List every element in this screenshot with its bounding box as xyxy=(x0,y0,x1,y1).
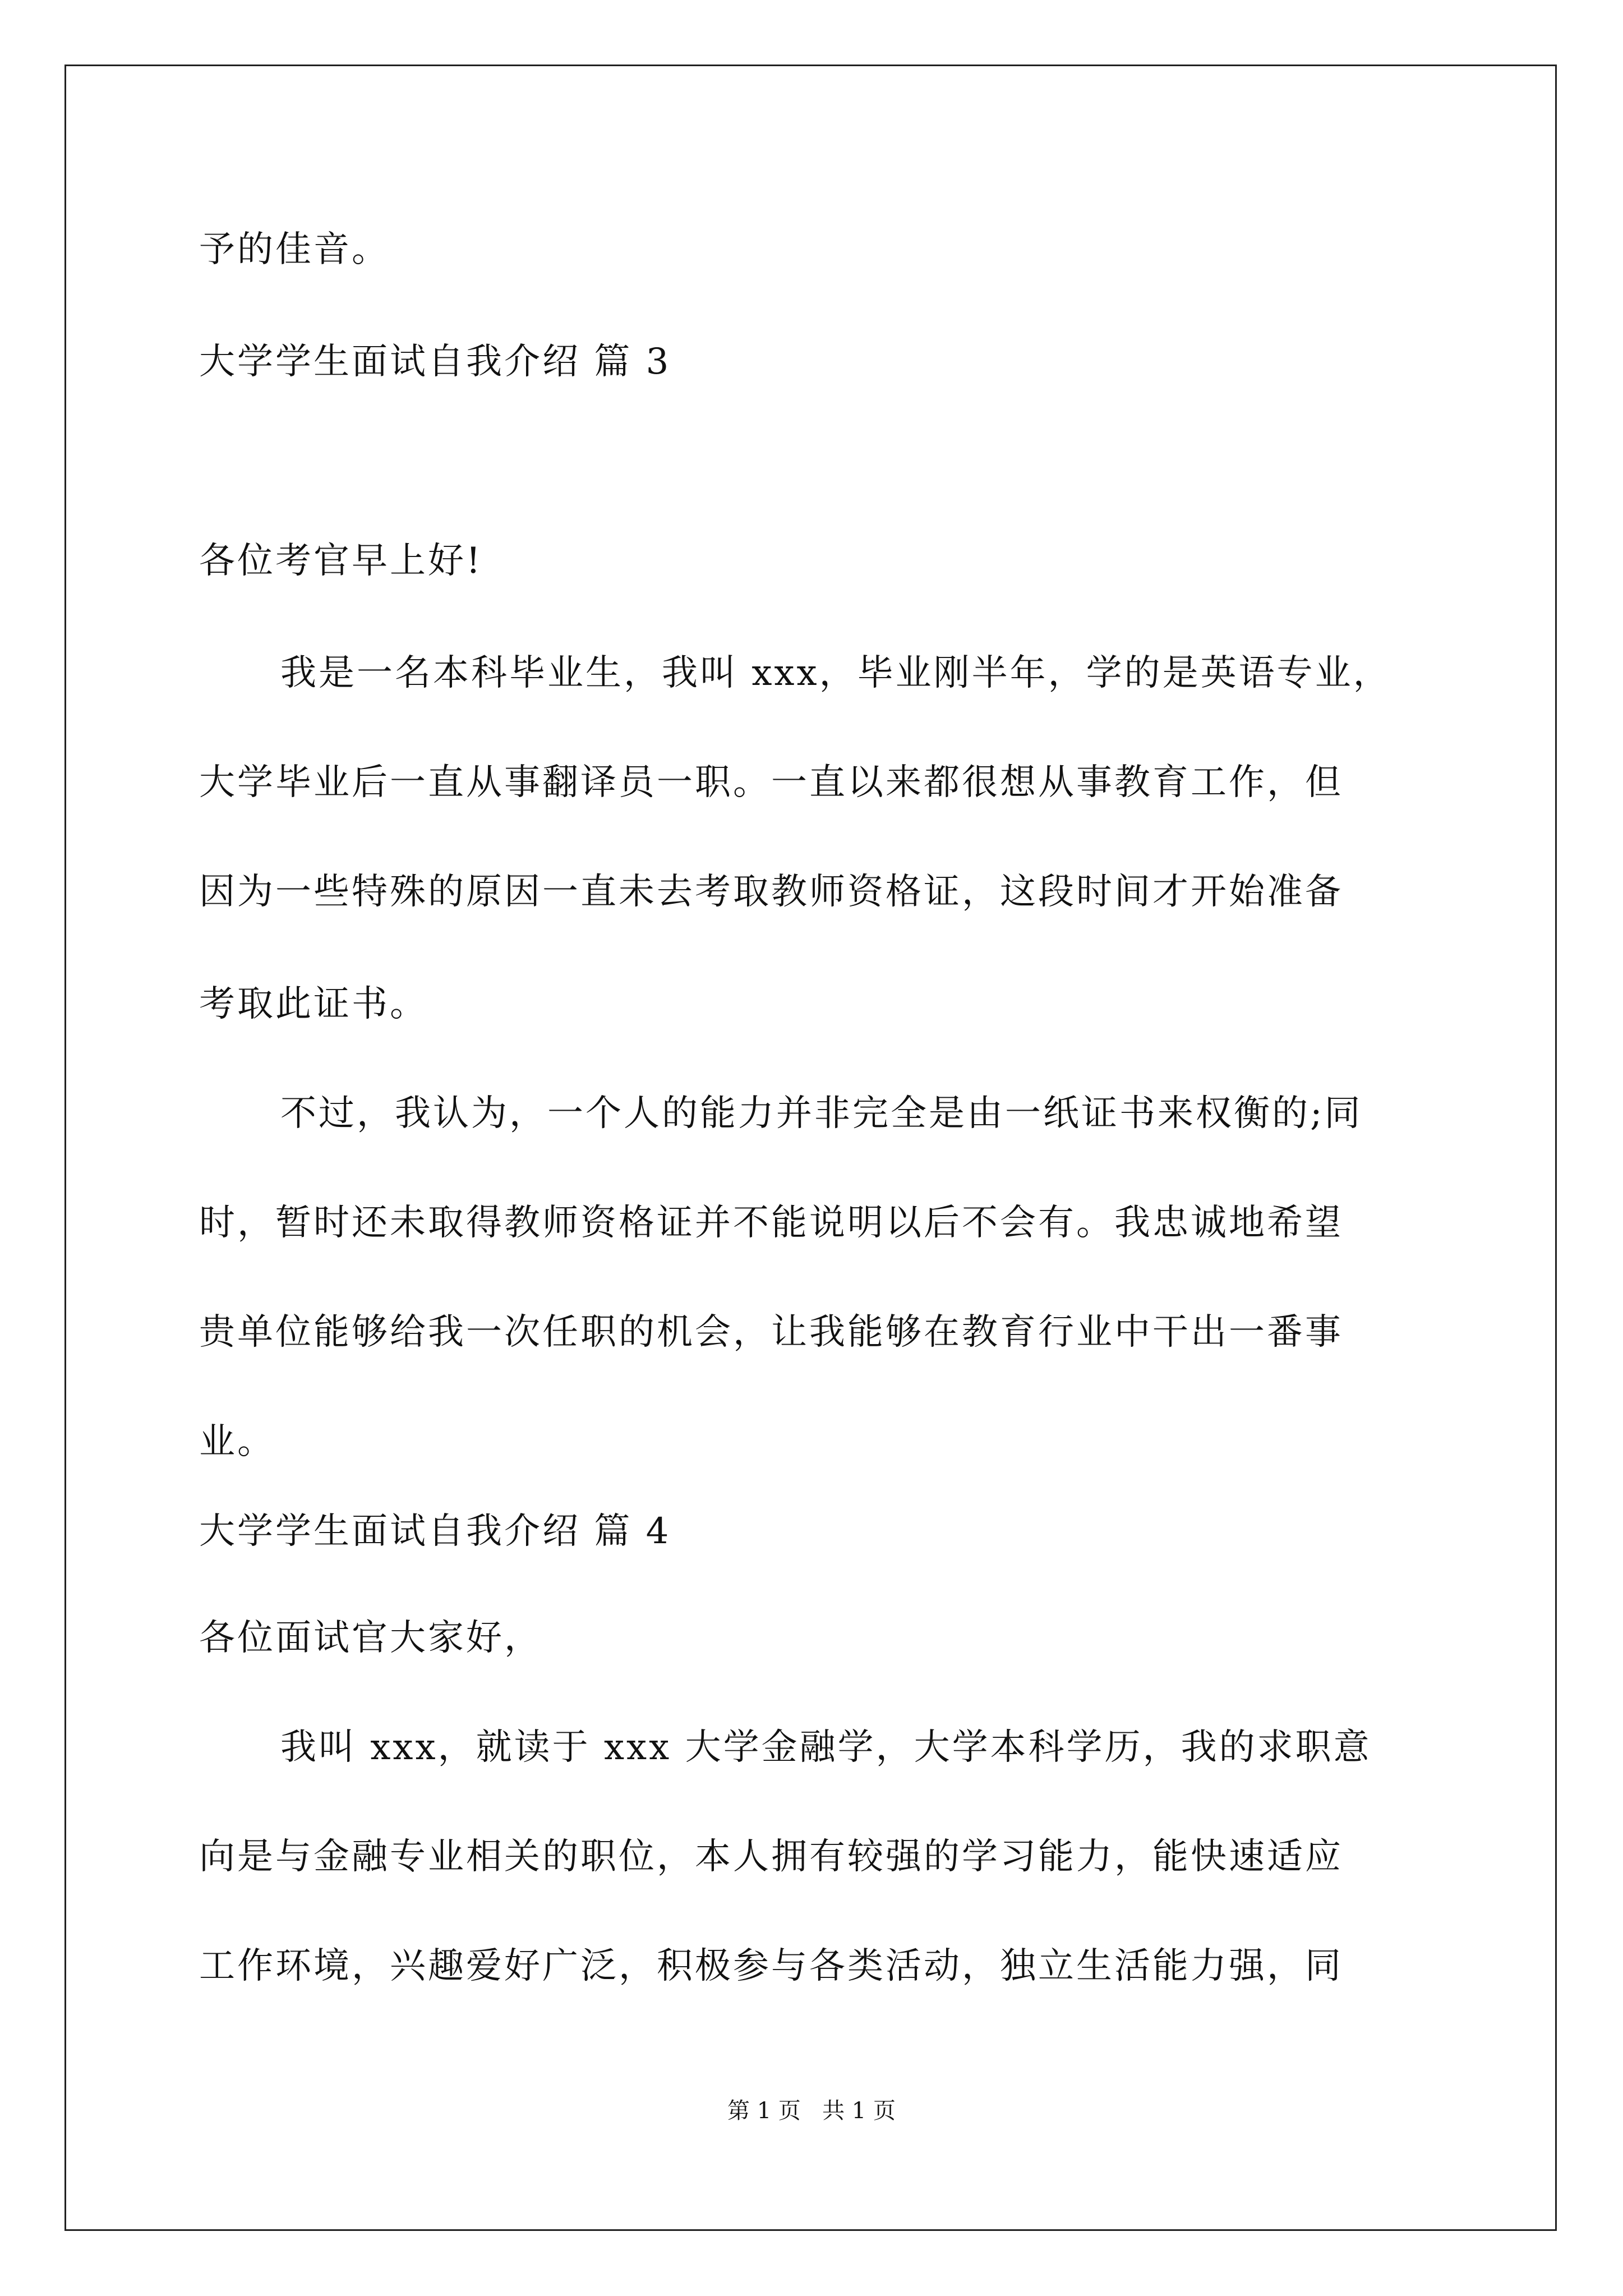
section-heading-4: 大学学生面试自我介绍 篇 4 xyxy=(199,1511,671,1552)
paragraph-line: 我叫 xxx，就读于 xxx 大学金融学，大学本科学历，我的求职意 xyxy=(280,1727,1372,1768)
paragraph-line: 大学毕业后一直从事翻译员一职。一直以来都很想从事教育工作，但 xyxy=(199,762,1343,803)
paragraph-line: 贵单位能够给我一次任职的机会，让我能够在教育行业中干出一番事 xyxy=(199,1312,1343,1353)
paragraph-line: 我是一名本科毕业生，我叫 xxx，毕业刚半年，学的是英语专业， xyxy=(280,652,1391,694)
greeting-line: 各位面试官大家好， xyxy=(199,1617,542,1659)
greeting-line: 各位考官早上好! xyxy=(199,540,483,582)
paragraph-line: 业。 xyxy=(199,1421,275,1462)
paragraph-line: 因为一些特殊的原因一直未去考取教师资格证，这段时间才开始准备 xyxy=(199,871,1343,913)
page-border xyxy=(64,65,1557,2231)
paragraph-line: 考取此证书。 xyxy=(199,983,428,1025)
text-line-continuation: 予的佳音。 xyxy=(199,229,390,270)
section-heading-3: 大学学生面试自我介绍 篇 3 xyxy=(199,341,671,383)
paragraph-line: 不过，我认为，一个人的能力并非完全是由一纸证书来权衡的;同 xyxy=(280,1093,1363,1134)
paragraph-line: 工作环境，兴趣爱好广泛，积极参与各类活动，独立生活能力强，同 xyxy=(199,1945,1343,1987)
page-number-footer: 第 1 页 共 1 页 xyxy=(727,2098,896,2124)
paragraph-line: 向是与金融专业相关的职位，本人拥有较强的学习能力，能快速适应 xyxy=(199,1836,1343,1878)
paragraph-line: 时，暂时还未取得教师资格证并不能说明以后不会有。我忠诚地希望 xyxy=(199,1202,1343,1244)
